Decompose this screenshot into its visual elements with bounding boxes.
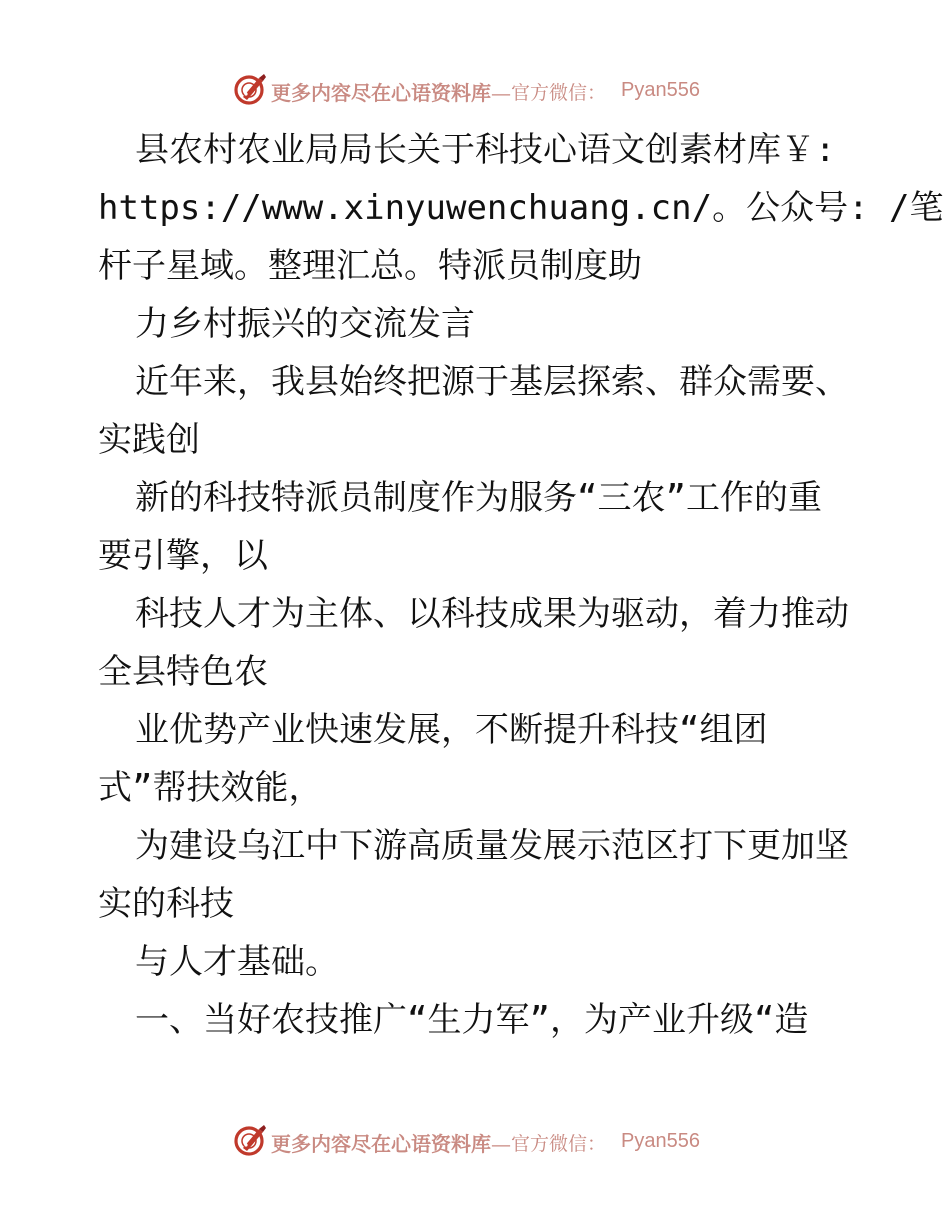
body-line: 实的科技	[98, 884, 234, 924]
body-line: 近年来，我县始终把源于基层探索、群众需要、	[135, 362, 849, 402]
footer-site-text: 更多内容尽在心语资料库—	[271, 1132, 511, 1156]
body-line: 与人才基础。	[135, 942, 339, 982]
body-line: 科技人才为主体、以科技成果为驱动，着力推动	[135, 594, 849, 634]
header-site-text: 更多内容尽在心语资料库—	[271, 81, 511, 105]
footer-wechat-label: 官方微信：	[511, 1133, 607, 1155]
header-wechat-id: Pyan556	[621, 79, 700, 101]
body-line: 新的科技特派员制度作为服务“三农”工作的重	[135, 478, 822, 518]
header-wechat-label: 官方微信：	[511, 82, 607, 104]
document-body	[98, 121, 944, 1049]
body-line: 式”帮扶效能，	[98, 768, 323, 808]
body-line: 要引擎，以	[98, 536, 268, 576]
pen-nib-logo-icon	[233, 72, 267, 106]
footer-banner	[0, 1121, 950, 1161]
body-line: 业优势产业快速发展，不断提升科技“组团	[135, 710, 768, 750]
body-line: 一、当好农技推广“生力军”，为产业升级“造	[135, 1000, 809, 1040]
body-line: 力乡村振兴的交流发言	[135, 304, 475, 344]
body-line: 为建设乌江中下游高质量发展示范区打下更加坚	[135, 826, 849, 866]
body-line: 实践创	[98, 420, 200, 460]
pen-nib-logo-icon	[233, 1123, 267, 1157]
footer-wechat-id: Pyan556	[621, 1130, 700, 1152]
header-banner	[0, 70, 950, 110]
body-line: 杆子星域。整理汇总。特派员制度助	[98, 246, 642, 286]
body-line: 全县特色农	[98, 652, 268, 692]
body-line: 县农村农业局局长关于科技心语文创素材库￥:	[135, 130, 836, 170]
body-line: https://www.xinyuwenchuang.cn/。公众号: /笔	[98, 188, 944, 228]
